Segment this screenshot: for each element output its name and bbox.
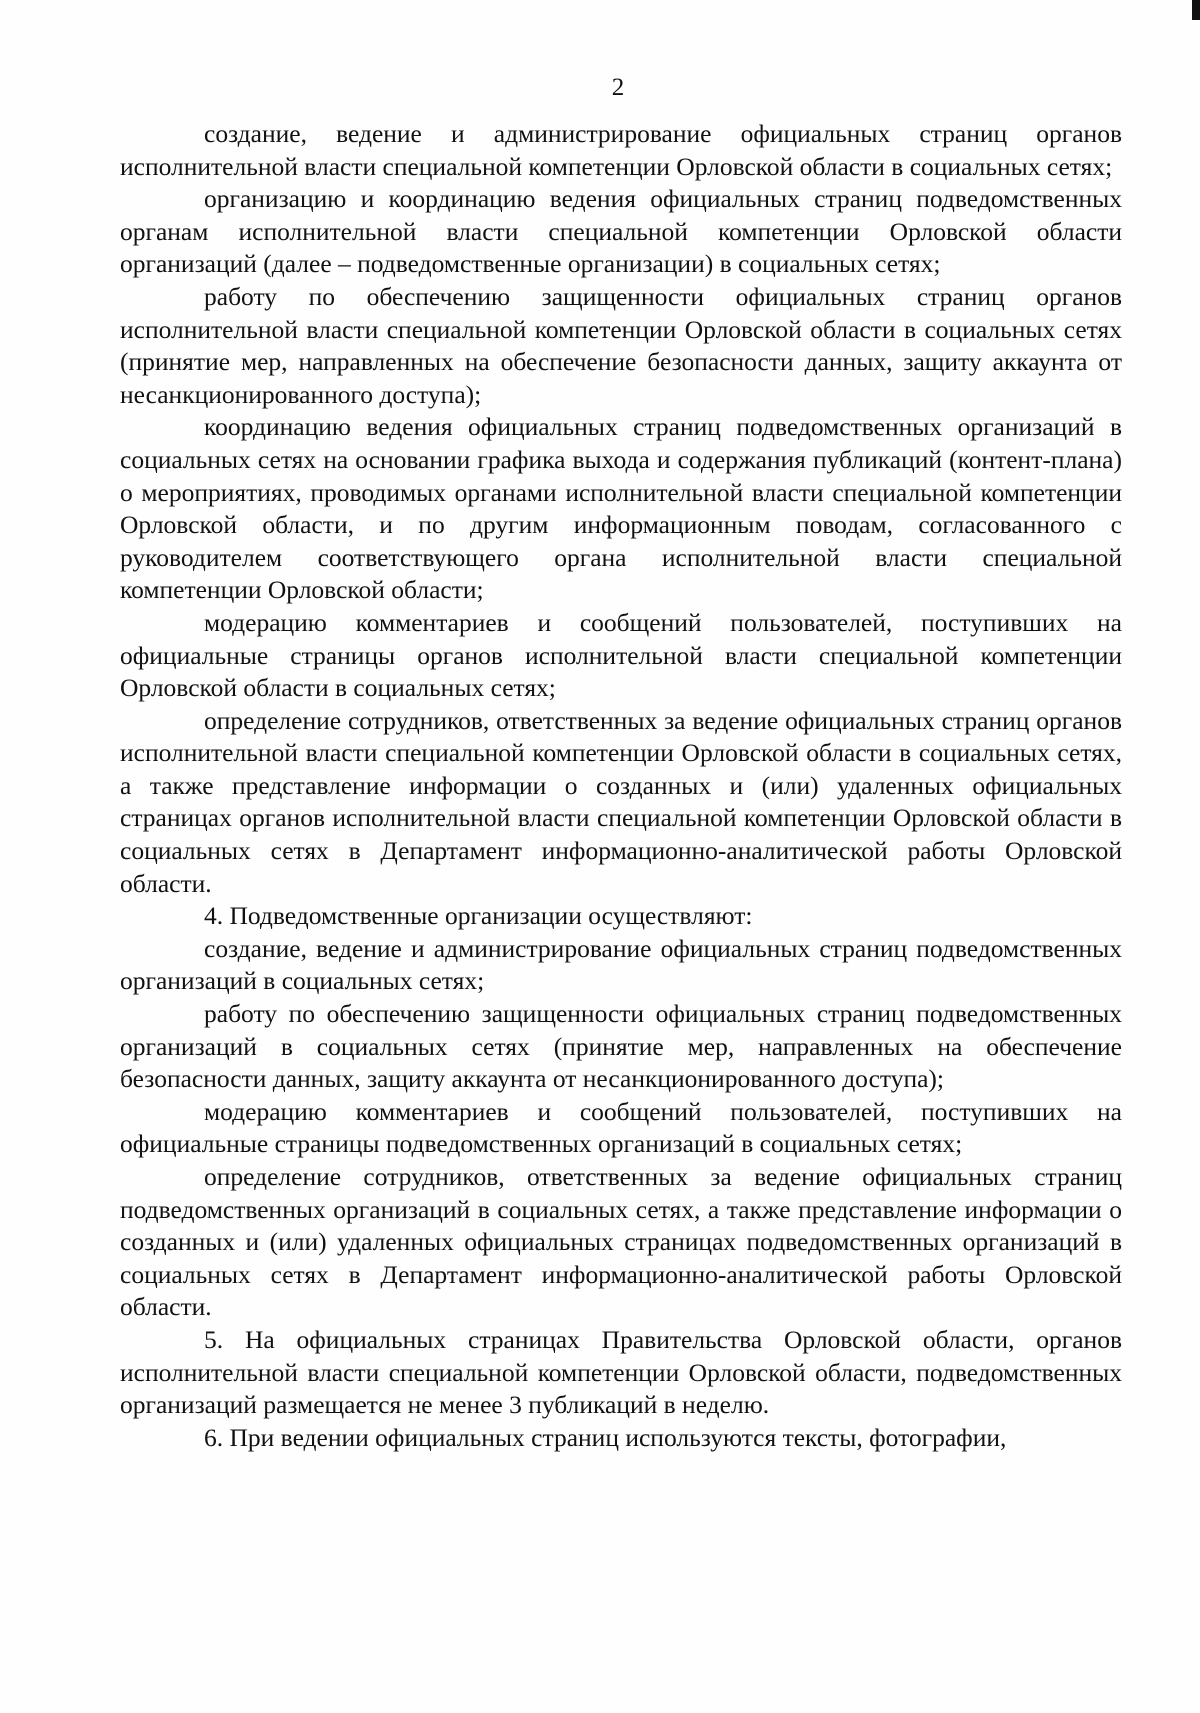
section-6: 6. При ведении официальных страниц используются тексты, фотографии, — [204, 1422, 1007, 1452]
paragraph: координацию ведения официальных страниц подведомственных организаций в социальных сетях на основании графика выхода и содержания публикаций (контент-плана) о мероприятиях, проводимых органами исполнительной власти специальной компетенции Орловской области, и по другим информационным поводам, согласованного с руководителем соответствующего органа исполнительной власти специальной компетенции Орловской области; — [120, 412, 1122, 605]
paragraph: создание, ведение и администрирование официальных страниц органов исполнительной власти специальной компетенции Орловской области в социальных сетях; — [120, 119, 1122, 181]
paragraph: создание, ведение и администрирование официальных страниц подведомственных организаций в социальных сетях; — [120, 933, 1122, 996]
paragraph: работу по обеспечению защищенности официальных страниц подведомственных организаций в социальных сетях (принятие мер, направленных на обеспечение безопасности данных, защиту аккаунта от несанкционированного доступа); — [120, 999, 1122, 1094]
paragraph: организацию и координацию ведения официальных страниц подведомственных органам исполнительной власти специальной компетенции Орловской области организаций (далее – подведомственные организации) в социальных сетях; — [120, 184, 1122, 279]
section-heading-4: 4. Подведомственные организации осуществляют: — [204, 901, 753, 931]
document-body — [120, 118, 1122, 1454]
paragraph: модерацию комментариев и сообщений пользователей, поступивших на официальные страницы органов исполнительной власти специальной компетенции Орловской области в социальных сетях; — [120, 607, 1122, 703]
paragraph: определение сотрудников, ответственных за ведение официальных страниц органов исполнительной власти специальной компетенции Орловской области в социальных сетях, а также представление информации о созданных и (или) удаленных официальных страницах органов исполнительной власти специальной компетенции Орловской области в социальных сетях в Департамент информационно-аналитической работы Орловской области. — [120, 705, 1122, 898]
paragraph: определение сотрудников, ответственных за ведение официальных страниц подведомственных организаций в социальных сетях, а также представление информации о созданных и (или) удаленных официальных страницах подведомственных организаций в социальных сетях в Департамент информационно-аналитической работы Орловской области. — [120, 1162, 1122, 1322]
section-5: 5. На официальных страницах Правительства Орловской области, органов исполнительной власти специальной компетенции Орловской области, подведомственных организаций размещается не менее 3 публикаций в неделю. — [120, 1324, 1122, 1420]
paragraph: модерацию комментариев и сообщений пользователей, поступивших на официальные страницы подведомственных организаций в социальных сетях; — [120, 1096, 1122, 1159]
page-number: 2 — [611, 74, 625, 101]
scan-edge-mark — [1192, 0, 1200, 20]
paragraph: работу по обеспечению защищенности официальных страниц органов исполнительной власти специальной компетенции Орловской области в социальных сетях (принятие мер, направленных на обеспечение безопасности данных, защиту аккаунта от несанкционированного доступа); — [120, 281, 1122, 409]
